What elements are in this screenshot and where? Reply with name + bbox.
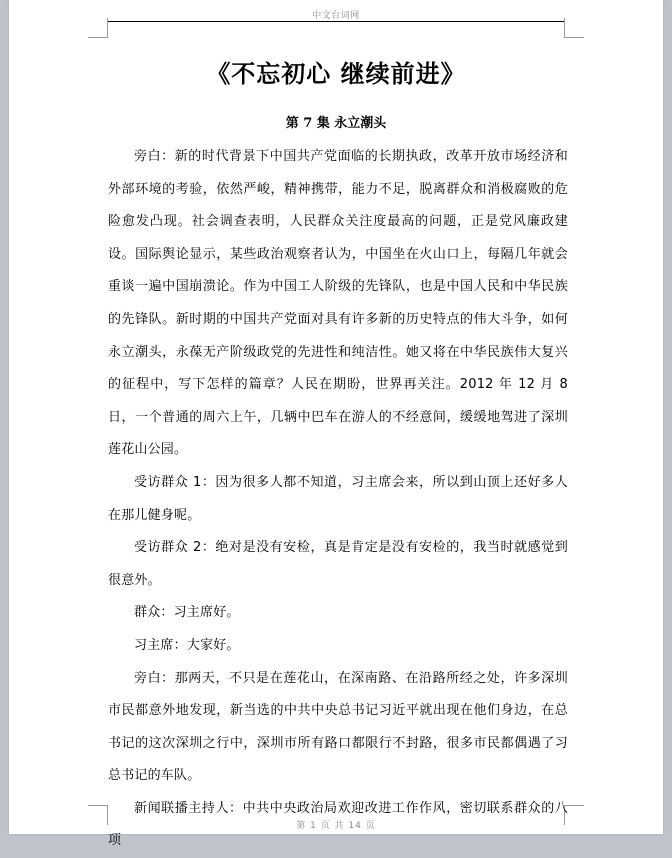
episode-subtitle: 第 7 集 永立潮头: [285, 116, 387, 131]
paragraph-interviewee-2: 受访群众 2：绝对是没有安检，真是肯定是没有安检的，我当时就感觉到很意外。: [108, 540, 568, 588]
document-body: [108, 141, 568, 858]
crop-mark-top-right-h: [564, 37, 584, 38]
document-page: [9, 0, 663, 849]
crop-mark-top-left-v: [107, 18, 108, 38]
paragraph-narration-2: 旁白：那两天，不只是在莲花山，在深南路、在沿路所经之处，许多深圳市民都意外地发现，新当选的中共中央总书记习近平就出现在他们身边，在总书记的这次深圳之行中，深圳市所有路口都限行不封路，很多市民都偶遇了习总书记的车队。: [108, 670, 568, 784]
paragraph-chairman: 习主席：大家好。: [134, 637, 240, 653]
page-number-footer: 第 1 页 共 14 页: [296, 821, 376, 831]
header-rule: [108, 21, 564, 22]
document-title: 《不忘初心 继续前进》: [206, 59, 466, 88]
paragraph-crowd: 群众：习主席好。: [134, 605, 240, 621]
crop-mark-bottom-left-h: [88, 805, 108, 806]
page-header-text: 中文台词网: [312, 11, 360, 21]
paragraph-narration-1: 旁白：新的时代背景下中国共产党面临的长期执政，改革开放市场经济和外部环境的考验，依然严峻，精神携带，能力不足，脱离群众和消极腐败的危险愈发凸现。社会调查表明，人民群众关注度最高的问题，正是党风廉政建设。国际舆论显示，某些政治观察者认为，中国坐在火山口上，每隔几年就会重谈一遍中国崩溃论。作为中国工人阶级的先锋队，也是中国人民和中华民族的先锋队。新时期的中国共产党面对具有许多新的历史特点的伟大斗争，如何永立潮头，永葆无产阶级政党的先进性和纯洁性。她又将在中华民族伟大复兴的征程中，写下怎样的篇章？人民在期盼，世界再关注。2012 年 12 月 8 日，一个普通的周六上午，几辆中巴车在游人的不经意间，缓缓地驾进了深圳莲花山公园。: [108, 149, 568, 458]
paragraph-news-anchor: 新闻联播主持人：中共中央政治局欢迎改进工作作风，密切联系群众的八项: [108, 800, 568, 849]
crop-mark-top-right-v: [564, 18, 565, 38]
paragraph-interviewee-1: 受访群众 1：因为很多人都不知道，习主席会来，所以到山顶上还好多人在那儿健身呢。: [108, 474, 568, 523]
crop-mark-top-left-h: [88, 37, 108, 38]
